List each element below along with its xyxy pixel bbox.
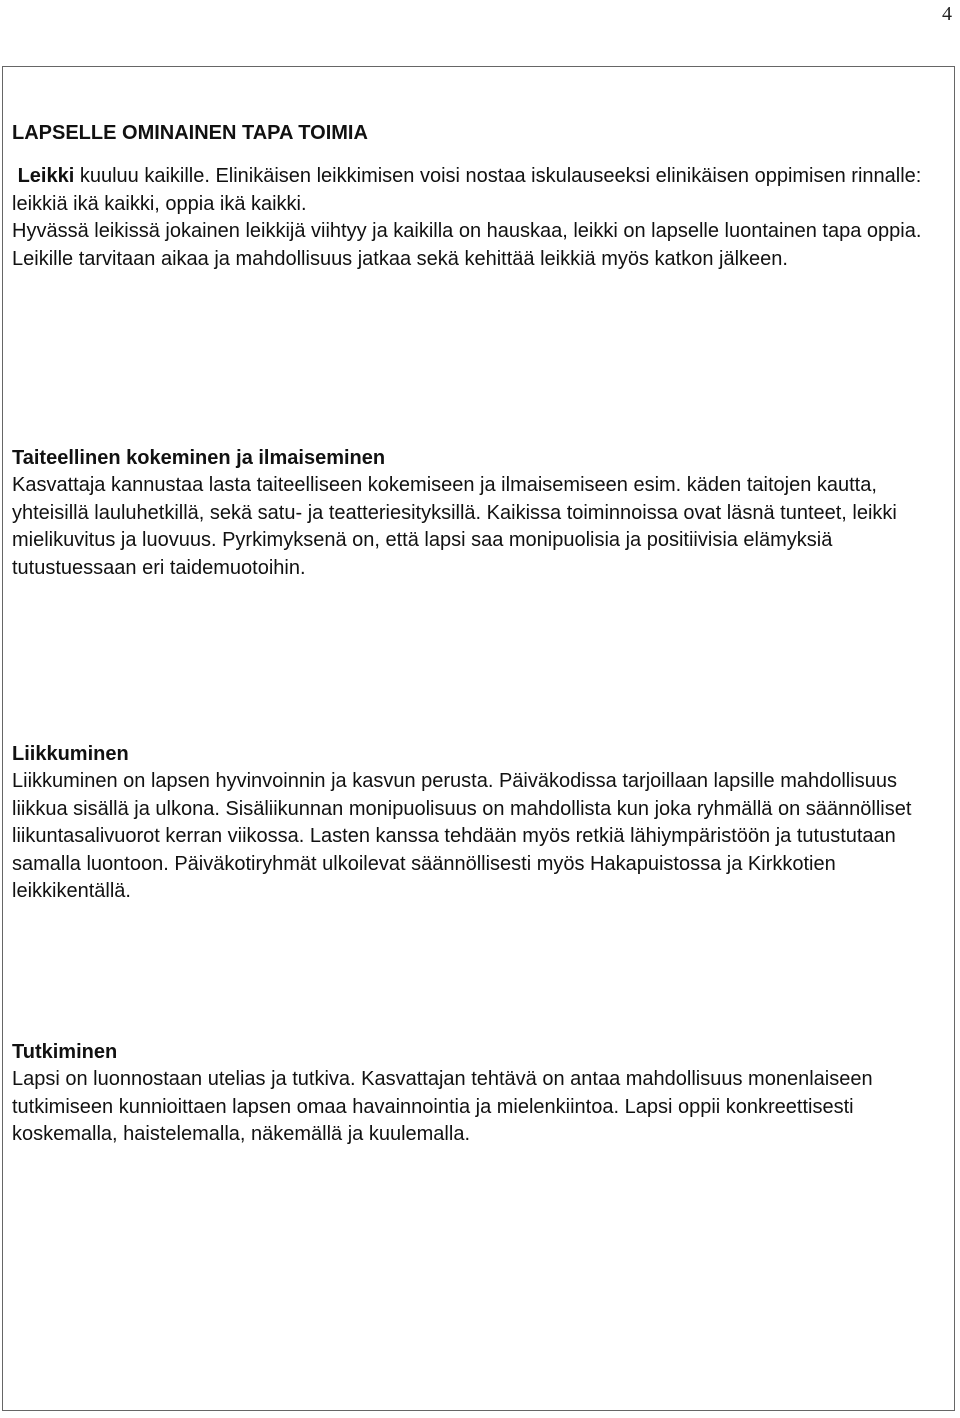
exploring-heading: Tutkiminen <box>12 1041 118 1063</box>
section-movement <box>12 741 946 906</box>
movement-heading: Liikkuminen <box>12 743 129 765</box>
page-number: 4 <box>942 3 952 25</box>
art-paragraph: Kasvattaja kannustaa lasta taiteelliseen kokemiseen ja ilmaisemiseen esim. käden taitojen kautta, yhteisillä lauluhetkillä, sekä satu- ja teatteriesityksillä. Kaikissa toiminnoissa ovat läsnä tunteet, leikki mielikuvitus ja luovuus. Pyrkimyksenä on, että lapsi saa monipuolisia ja positiivisia elämyksiä tutustuessaan eri taidemuotoihin. <box>12 474 897 579</box>
page-title: LAPSELLE OMINAINEN TAPA TOIMIA <box>12 122 368 144</box>
art-heading: Taiteellinen kokeminen ja ilmaiseminen <box>12 447 386 469</box>
section-art <box>12 445 946 582</box>
play-text-1: kuuluu kaikille. Elinikäisen leikkimisen voisi nostaa iskulauseeksi elinikäisen oppimisen rinnalle: leikkiä ikä kaikki, oppia ikä kaikki. <box>12 165 922 215</box>
section-exploring <box>12 1039 946 1149</box>
movement-paragraph: Liikkuminen on lapsen hyvinvoinnin ja kasvun perusta. Päiväkodissa tarjoillaan lapsille mahdollisuus liikkua sisällä ja ulkona. Sisäliikunnan monipuolisuus on mahdollista kun joka ryhmällä on säännölliset liikuntasalivuorot kerran viikossa. Lasten kanssa tehdään myös retkiä lähiympäristöön ja tutustutaan samalla luontoon. Päiväkotiryhmät ulkoilevat säännöllisesti myös Hakapuistossa ja Kirkkotien leikkikentällä. <box>12 770 912 902</box>
play-lead-word: Leikki <box>17 165 75 187</box>
play-text-2: Hyvässä leikissä jokainen leikkijä viihtyy ja kaikilla on hauskaa, leikki on lapselle luontainen tapa oppia. Leikille tarvitaan aikaa ja mahdollisuus jatkaa sekä kehittää leikkiä myös katkon jälkeen. <box>12 220 922 270</box>
section-play <box>12 120 946 273</box>
play-paragraph <box>12 163 946 273</box>
exploring-paragraph: Lapsi on luonnostaan utelias ja tutkiva. Kasvattajan tehtävä on antaa mahdollisuus monenlaiseen tutkimiseen kunnioittaen lapsen omaa havainnointia ja mielenkiintoa. Lapsi oppii konkreettisesti koskemalla, haistelemalla, näkemällä ja kuulemalla. <box>12 1068 873 1145</box>
